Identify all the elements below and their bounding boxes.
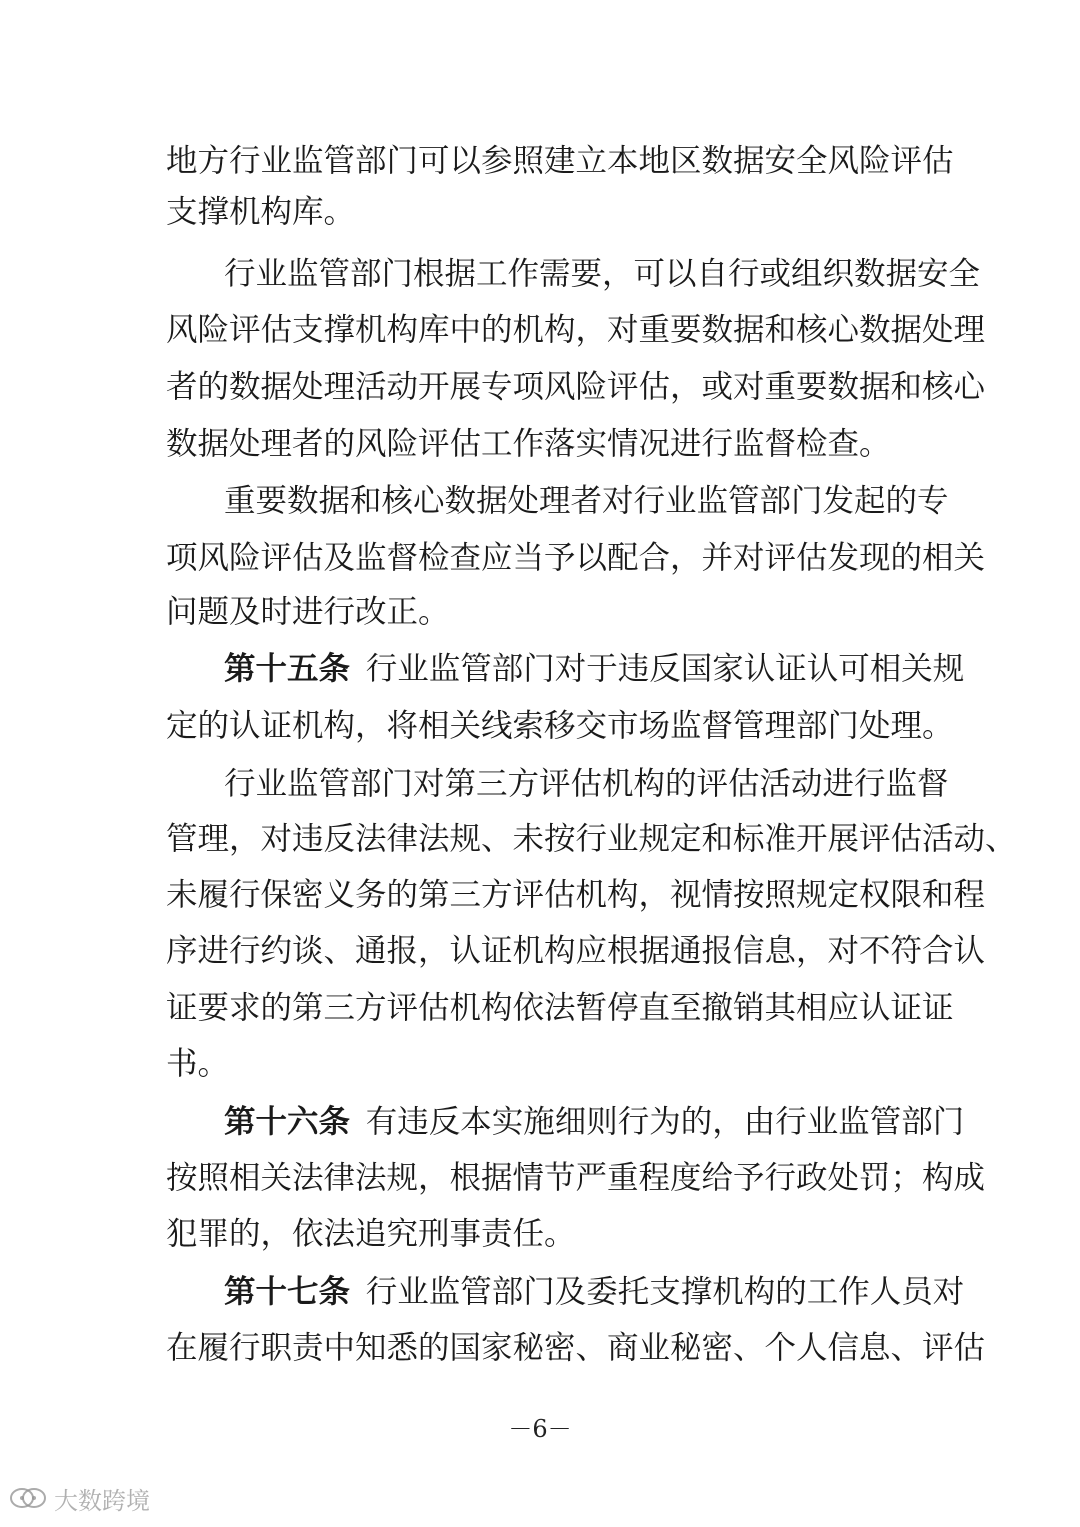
- text-line: 管理，对违反法律法规、未按行业规定和标准开展评估活动、: [166, 821, 1017, 857]
- text-line: 者的数据处理活动开展专项风险评估，或对重要数据和核心: [166, 369, 986, 405]
- text-line: 问题及时进行改正。: [166, 594, 450, 630]
- article-heading: 第十六条: [224, 1104, 351, 1140]
- text-line: 风险评估支撑机构库中的机构，对重要数据和核心数据处理: [166, 312, 986, 348]
- watermark: [8, 1480, 150, 1516]
- page-number: －6－: [508, 1415, 572, 1443]
- text-line: 行业监管部门对第三方评估机构的评估活动进行监督: [224, 766, 949, 802]
- text-line: 支撑机构库。: [166, 194, 356, 230]
- text-line: 数据处理者的风险评估工作落实情况进行监督检查。: [166, 426, 891, 462]
- chat-bubbles-logo-icon: [8, 1485, 48, 1511]
- text-line: 证要求的第三方评估机构依法暂停直至撤销其相应认证证: [166, 990, 954, 1026]
- text-line: 犯罪的，依法追究刑事责任。: [166, 1216, 576, 1252]
- article-text: 行业监管部门及委托支撑机构的工作人员对: [365, 1274, 965, 1310]
- article-17-line: [224, 1268, 965, 1316]
- text-line: 项风险评估及监督检查应当予以配合，并对评估发现的相关: [166, 540, 986, 576]
- text-line: 按照相关法律法规，根据情节严重程度给予行政处罚；构成: [166, 1160, 986, 1196]
- text-line: 书。: [166, 1046, 230, 1082]
- text-line: 重要数据和核心数据处理者对行业监管部门发起的专: [224, 483, 949, 519]
- article-15-line: [224, 645, 965, 693]
- article-16-line: [224, 1098, 965, 1146]
- text-line: 地方行业监管部门可以参照建立本地区数据安全风险评估: [166, 143, 954, 179]
- article-heading: 第十七条: [224, 1274, 351, 1310]
- watermark-text: 大数跨境: [54, 1486, 150, 1515]
- text-line: 序进行约谈、通报，认证机构应根据通报信息，对不符合认: [166, 933, 986, 969]
- text-line: 未履行保密义务的第三方评估机构，视情按照规定权限和程: [166, 877, 986, 913]
- text-line: 行业监管部门根据工作需要，可以自行或组织数据安全: [224, 256, 981, 292]
- article-text: 行业监管部门对于违反国家认证认可相关规: [365, 651, 965, 687]
- article-heading: 第十五条: [224, 651, 351, 687]
- text-line: 定的认证机构，将相关线索移交市场监督管理部门处理。: [166, 708, 954, 744]
- text-line: 在履行职责中知悉的国家秘密、商业秘密、个人信息、评估: [166, 1330, 986, 1366]
- article-text: 有违反本实施细则行为的，由行业监管部门: [365, 1104, 965, 1140]
